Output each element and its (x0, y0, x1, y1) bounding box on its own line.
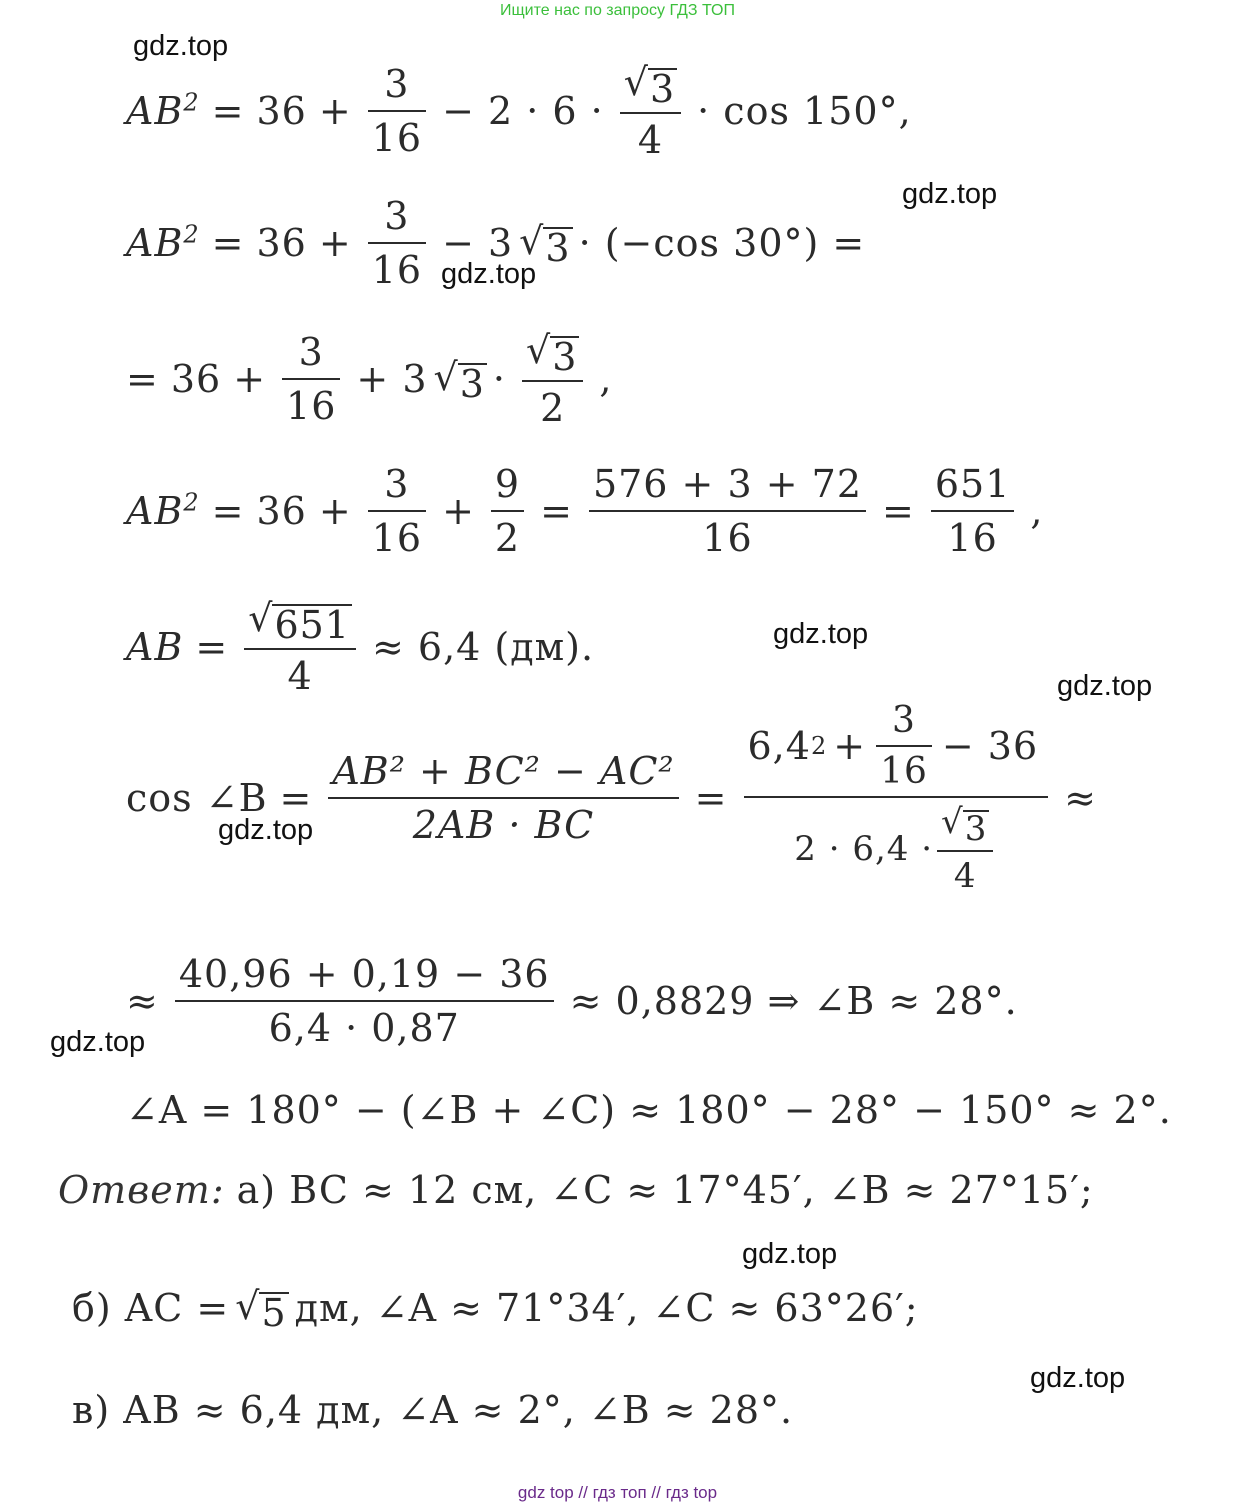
fraction: $\frac{651}{16}$ (931, 462, 1015, 560)
watermark: gdz.top (742, 1238, 838, 1270)
fraction: $\frac{3}{16}$ (368, 62, 426, 160)
term: , (1030, 489, 1044, 533)
term: а) BC ≈ 12 см, ∠C ≈ 17°45′, ∠B ≈ 27°15′; (236, 1168, 1094, 1212)
sqrt-symbol: √ 3 (433, 355, 485, 406)
equals-sign: = (540, 489, 573, 533)
term: ∠A = 180° − (∠B + ∠C) ≈ 180° − 28° − 150° ≈ 2°. (126, 1088, 1172, 1132)
sqrt-symbol: √ 5 (235, 1284, 287, 1335)
ab-symbol: $AB^2$ (126, 220, 200, 265)
fraction: $\frac{9}{2}$ (491, 462, 524, 560)
equals-sign: = (211, 89, 245, 133)
watermark: gdz.top (902, 178, 998, 210)
ab-symbol: AB (126, 625, 184, 669)
plus-sign: + (318, 221, 352, 265)
watermark: gdz.top (773, 618, 869, 650)
fraction: $\frac{3}{16}$ (368, 462, 426, 560)
equals-sign: = (126, 357, 159, 401)
cos-b-symbol: cos ∠B (126, 776, 268, 820)
fraction: √ 3 2 (522, 328, 583, 430)
sqrt-symbol: √ 3 (623, 60, 676, 111)
term: · (−cos 30°) = (578, 221, 866, 265)
top-banner: Ищите нас по запросу ГДЗ ТОП (500, 2, 735, 19)
dot-sign: · (492, 357, 507, 401)
equation-line-7 (120, 952, 1024, 1050)
equation-line-3 (120, 328, 619, 430)
plus-sign: + (318, 489, 352, 533)
fraction: √ 3 4 (620, 60, 681, 162)
term: · cos 150°, (697, 89, 912, 133)
watermark: gdz.top (1030, 1362, 1126, 1394)
footer-links[interactable]: gdz top // гдз топ // гдз top (517, 1483, 718, 1502)
answer-line-c (66, 1388, 799, 1432)
answer-line-b (66, 1284, 925, 1335)
equation-line-1 (120, 60, 918, 162)
fraction: √ 651 4 (244, 596, 356, 698)
term: дм, ∠A ≈ 71°34′, ∠C ≈ 63°26′; (294, 1286, 919, 1330)
equation-line-5 (120, 596, 600, 698)
fraction: $\frac{3}{16}$ (368, 194, 426, 292)
fraction: $\frac{3}{16}$ (282, 330, 340, 428)
equals-sign: = (279, 776, 313, 820)
fraction: $\frac{40,96 + 0,19 - 36}{6,4 \cdot 0,87}$ (175, 952, 554, 1050)
plus-sign: + (442, 489, 475, 533)
term: 36 (170, 357, 222, 401)
term: б) AC = (72, 1286, 230, 1330)
equation-line-6 (120, 700, 1103, 896)
equation-line-2 (120, 194, 871, 292)
equals-sign: = (211, 489, 245, 533)
equals-sign: = (211, 221, 245, 265)
fraction: 6,4 2 + $\frac{3}{16}$ − 36 2 · 6,4 · √ 3 4 (744, 700, 1049, 896)
sqrt-symbol: √ 3 (941, 802, 988, 849)
term: 36 (256, 89, 307, 133)
watermark: gdz.top (218, 814, 314, 846)
term: 36 (256, 221, 307, 265)
term: − 2 · 6 · (442, 89, 604, 133)
watermark: gdz.top (50, 1026, 146, 1058)
term: + 3 (356, 357, 428, 401)
watermark: gdz.top (1057, 670, 1153, 702)
equals-sign: = (882, 489, 915, 533)
ab-symbol: $AB^2$ (126, 488, 200, 533)
watermark: gdz.top (441, 258, 537, 290)
answer-label: Ответ: (58, 1168, 225, 1212)
approx-sign: ≈ (1064, 776, 1097, 820)
equation-line-4 (120, 462, 1049, 560)
fraction: $\frac{576 + 3 + 72}{16}$ (589, 462, 866, 560)
watermark: gdz.top (133, 30, 229, 62)
sqrt-symbol: √ 3 (526, 328, 578, 379)
sqrt-symbol: √ 3 (519, 219, 571, 270)
term: ≈ 0,8829 ⇒ ∠B ≈ 28°. (569, 979, 1018, 1023)
plus-sign: + (318, 89, 352, 133)
term: , (599, 357, 613, 401)
sqrt-symbol: √ 651 (248, 596, 350, 647)
ab-symbol: $AB^2$ (126, 88, 200, 133)
term: в) AB ≈ 6,4 дм, ∠A ≈ 2°, ∠B ≈ 28°. (72, 1388, 794, 1432)
fraction: $\frac{\text{AB² + BC² − AC²}}{2AB \cdot BC}$ (328, 749, 678, 847)
equals-sign: = (694, 776, 728, 820)
equals-sign: = (195, 625, 229, 669)
term: 36 (256, 489, 307, 533)
answer-line-a (52, 1168, 1100, 1212)
plus-sign: + (233, 357, 267, 401)
term: ≈ 6,4 (дм). (371, 625, 595, 669)
equation-line-8 (120, 1088, 1178, 1132)
approx-sign: ≈ (126, 979, 159, 1023)
term: − 3 (442, 221, 514, 265)
